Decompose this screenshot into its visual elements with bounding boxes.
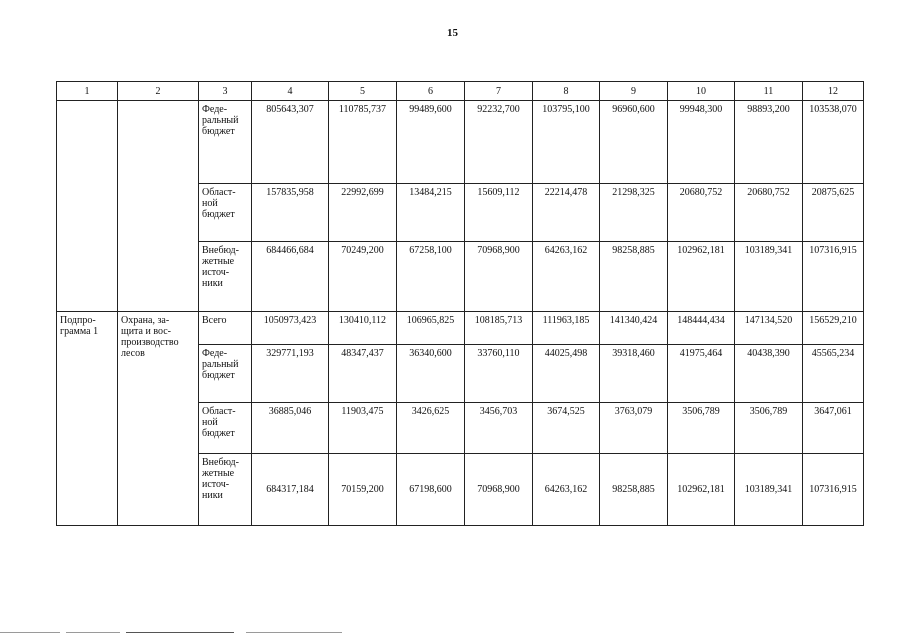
value-cell: 98258,885 xyxy=(600,242,668,312)
value-cell: 156529,210 xyxy=(803,312,864,345)
value-cell: 3456,703 xyxy=(465,403,533,454)
value-cell: 684317,184 xyxy=(252,454,329,526)
value-cell: 22214,478 xyxy=(533,184,600,242)
value-cell: 141340,424 xyxy=(600,312,668,345)
value-cell: 102962,181 xyxy=(668,454,735,526)
value-cell: 130410,112 xyxy=(329,312,397,345)
value-cell: 11903,475 xyxy=(329,403,397,454)
value-cell: 20875,625 xyxy=(803,184,864,242)
table-row xyxy=(57,101,864,184)
value-cell: 21298,325 xyxy=(600,184,668,242)
source-cell: Феде- ральный бюджет xyxy=(202,348,239,381)
source-cell: Всего xyxy=(202,315,227,326)
value-cell: 99948,300 xyxy=(668,101,735,184)
value-cell: 3763,079 xyxy=(600,403,668,454)
value-cell: 103189,341 xyxy=(735,242,803,312)
column-header: 5 xyxy=(329,82,397,101)
value-cell: 107316,915 xyxy=(803,242,864,312)
page-number: 15 xyxy=(447,27,458,39)
scan-artifact-line xyxy=(66,632,120,633)
value-cell: 99489,600 xyxy=(397,101,465,184)
scan-artifact-line xyxy=(246,632,342,633)
value-cell: 67258,100 xyxy=(397,242,465,312)
value-cell: 111963,185 xyxy=(533,312,600,345)
value-cell: 20680,752 xyxy=(735,184,803,242)
value-cell: 67198,600 xyxy=(397,454,465,526)
value-cell: 98258,885 xyxy=(600,454,668,526)
value-cell: 41975,464 xyxy=(668,345,735,403)
source-cell: Феде- ральный бюджет xyxy=(202,104,239,137)
value-cell: 102962,181 xyxy=(668,242,735,312)
value-cell: 147134,520 xyxy=(735,312,803,345)
header-row xyxy=(57,82,864,101)
value-cell: 3506,789 xyxy=(735,403,803,454)
value-cell: 64263,162 xyxy=(533,242,600,312)
scan-artifact-line xyxy=(126,632,234,633)
value-cell: 103189,341 xyxy=(735,454,803,526)
value-cell: 106965,825 xyxy=(397,312,465,345)
value-cell: 15609,112 xyxy=(465,184,533,242)
column-header: 1 xyxy=(57,82,118,101)
value-cell: 148444,434 xyxy=(668,312,735,345)
value-cell: 3506,789 xyxy=(668,403,735,454)
column-header: 11 xyxy=(735,82,803,101)
source-cell: Област- ной бюджет xyxy=(202,406,236,439)
value-cell: 92232,700 xyxy=(465,101,533,184)
value-cell: 44025,498 xyxy=(533,345,600,403)
column-header: 8 xyxy=(533,82,600,101)
value-cell: 1050973,423 xyxy=(252,312,329,345)
program-cell-empty xyxy=(57,101,118,312)
column-header: 9 xyxy=(600,82,668,101)
column-header: 2 xyxy=(118,82,199,101)
program-label: Подпро- грамма 1 xyxy=(60,315,99,337)
budget-table xyxy=(56,81,864,526)
value-cell: 70249,200 xyxy=(329,242,397,312)
value-cell: 36340,600 xyxy=(397,345,465,403)
source-cell: Внебюд- жетные источ- ники xyxy=(202,457,239,501)
source-cell: Внебюд- жетные источ- ники xyxy=(202,245,239,289)
value-cell: 103538,070 xyxy=(803,101,864,184)
value-cell: 3674,525 xyxy=(533,403,600,454)
program-name: Охрана, за- щита и вос- производство лесов xyxy=(121,315,179,359)
value-cell: 96960,600 xyxy=(600,101,668,184)
value-cell: 110785,737 xyxy=(329,101,397,184)
column-header: 3 xyxy=(199,82,252,101)
value-cell: 70968,900 xyxy=(465,242,533,312)
value-cell: 329771,193 xyxy=(252,345,329,403)
value-cell: 40438,390 xyxy=(735,345,803,403)
name-cell-empty xyxy=(118,101,199,312)
value-cell: 70159,200 xyxy=(329,454,397,526)
value-cell: 157835,958 xyxy=(252,184,329,242)
table-row xyxy=(57,312,864,345)
value-cell: 684466,684 xyxy=(252,242,329,312)
value-cell: 805643,307 xyxy=(252,101,329,184)
value-cell: 98893,200 xyxy=(735,101,803,184)
value-cell: 3647,061 xyxy=(803,403,864,454)
value-cell: 3426,625 xyxy=(397,403,465,454)
value-cell: 33760,110 xyxy=(465,345,533,403)
column-header: 6 xyxy=(397,82,465,101)
value-cell: 39318,460 xyxy=(600,345,668,403)
value-cell: 70968,900 xyxy=(465,454,533,526)
source-cell: Област- ной бюджет xyxy=(202,187,236,220)
value-cell: 103795,100 xyxy=(533,101,600,184)
column-header: 10 xyxy=(668,82,735,101)
column-header: 7 xyxy=(465,82,533,101)
value-cell: 36885,046 xyxy=(252,403,329,454)
value-cell: 48347,437 xyxy=(329,345,397,403)
value-cell: 108185,713 xyxy=(465,312,533,345)
value-cell: 107316,915 xyxy=(803,454,864,526)
value-cell: 22992,699 xyxy=(329,184,397,242)
value-cell: 45565,234 xyxy=(803,345,864,403)
column-header: 12 xyxy=(803,82,864,101)
value-cell: 20680,752 xyxy=(668,184,735,242)
column-header: 4 xyxy=(252,82,329,101)
value-cell: 64263,162 xyxy=(533,454,600,526)
scan-artifact-line xyxy=(0,632,60,633)
value-cell: 13484,215 xyxy=(397,184,465,242)
